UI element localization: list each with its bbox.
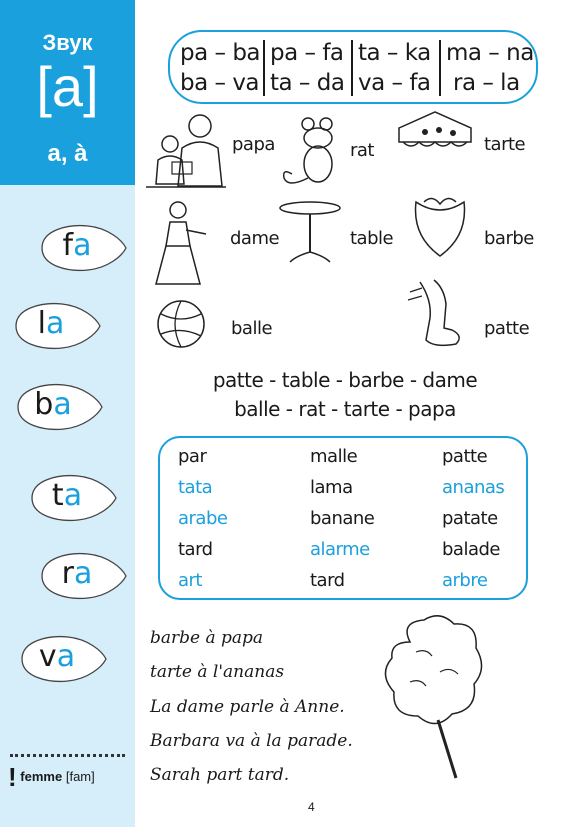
- father-reading-illustration: [142, 108, 230, 190]
- pair: ra – la: [453, 70, 520, 96]
- pair: pa – fa: [270, 40, 344, 66]
- word-patte: patte: [484, 318, 530, 339]
- cotton-candy-illustration: [380, 612, 490, 784]
- cursive-line: tarte à l'ananas: [150, 662, 285, 682]
- word-sequence-2: balle - rat - tarte - papa: [234, 397, 456, 421]
- syllable-consonant: b: [34, 387, 54, 422]
- sound-title: Звук: [42, 30, 93, 55]
- syllable-vowel: a: [73, 228, 92, 263]
- syllable-pairs-box: [168, 30, 538, 104]
- list-word: balade: [442, 539, 500, 560]
- paw-illustration: [404, 278, 470, 350]
- separator: [351, 40, 353, 96]
- list-word: arbre: [442, 570, 488, 591]
- syllable-consonant: r: [61, 556, 74, 591]
- list-word: malle: [310, 446, 358, 467]
- sound-letter: [a]: [36, 55, 99, 118]
- word-barbe: barbe: [484, 228, 534, 249]
- rat-illustration: [278, 108, 350, 194]
- separator: [439, 40, 441, 96]
- pair: pa – ba: [180, 40, 261, 66]
- syllable-leaf-6: [18, 633, 104, 681]
- list-word: tata: [178, 477, 213, 498]
- list-word: ananas: [442, 477, 505, 498]
- exclamation-icon: !: [8, 762, 17, 792]
- note-divider: [10, 754, 125, 757]
- list-word: alarme: [310, 539, 370, 560]
- sound-variants: a, à: [47, 140, 88, 167]
- syllable-vowel: a: [63, 478, 83, 513]
- list-word: banane: [310, 508, 375, 529]
- list-word: lama: [310, 477, 353, 498]
- syllable-consonant: l: [37, 306, 46, 341]
- list-word: patte: [442, 446, 488, 467]
- note-transcription: [fam]: [65, 768, 95, 784]
- syllable-consonant: f: [62, 228, 74, 263]
- cursive-line: barbe à papa: [150, 628, 264, 648]
- sound-header: [0, 0, 135, 185]
- cursive-line: La dame parle à Anne.: [150, 697, 345, 717]
- pair: ba – va: [180, 70, 260, 96]
- syllable-leaf-1: [38, 222, 124, 270]
- syllable-leaf-2: [12, 300, 98, 348]
- sidebar: [0, 0, 135, 827]
- syllable-leaf-4: [28, 472, 114, 520]
- syllable-consonant: v: [38, 639, 57, 674]
- word-papa: papa: [232, 134, 275, 155]
- word-table: table: [350, 228, 394, 249]
- pair: ta – da: [270, 70, 345, 96]
- separator: [263, 40, 265, 96]
- word-rat: rat: [350, 140, 374, 161]
- word-list-box: [158, 436, 528, 600]
- beard-illustration: [410, 192, 470, 260]
- list-word: tard: [178, 539, 213, 560]
- word-balle: balle: [231, 318, 273, 339]
- syllable-leaf-3: [14, 381, 100, 429]
- note: [8, 762, 95, 793]
- syllable-vowel: a: [45, 306, 65, 341]
- word-tarte: tarte: [484, 134, 526, 155]
- page-number: 4: [308, 800, 315, 814]
- lady-illustration: [150, 196, 210, 288]
- syllable-vowel: a: [73, 556, 93, 591]
- list-word: patate: [442, 508, 498, 529]
- word-sequence-1: patte - table - barbe - dame: [212, 368, 478, 392]
- syllable-leaf-5: [38, 550, 124, 598]
- pair: ma – na: [446, 40, 534, 66]
- cursive-line: Sarah part tard.: [150, 765, 290, 785]
- syllable-vowel: a: [56, 639, 76, 674]
- syllable-consonant: t: [51, 478, 64, 513]
- cursive-line: Barbara va à la parade.: [150, 731, 353, 751]
- syllable-vowel: a: [53, 387, 72, 422]
- list-word: art: [178, 570, 202, 591]
- list-word: par: [178, 446, 207, 467]
- list-word: tard: [310, 570, 345, 591]
- ball-illustration: [155, 298, 207, 350]
- table-illustration: [276, 198, 344, 264]
- pie-illustration: [395, 108, 475, 160]
- list-word: arabe: [178, 508, 228, 529]
- word-dame: dame: [230, 228, 280, 249]
- pair: ta – ka: [358, 40, 431, 66]
- note-word: femme: [20, 768, 63, 784]
- pair: va – fa: [358, 70, 431, 96]
